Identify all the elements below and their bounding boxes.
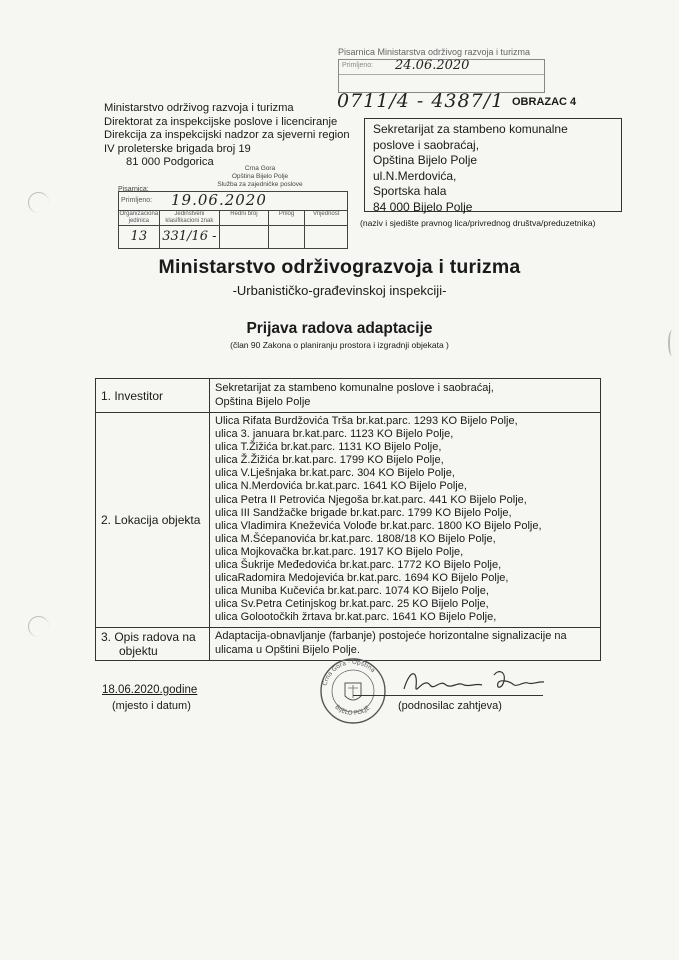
stamp-value: 13 bbox=[119, 226, 160, 248]
row-label bbox=[96, 627, 210, 660]
table-row bbox=[96, 413, 601, 628]
date-caption: (mjesto i datum) bbox=[112, 700, 191, 712]
stamp-received-label: Primljeno: bbox=[342, 62, 374, 69]
application-table bbox=[95, 378, 601, 661]
stamp-received-label: Primljeno: bbox=[121, 197, 153, 204]
recipient-line: 84 000 Bijelo Polje bbox=[373, 199, 473, 214]
recipient-box bbox=[364, 118, 622, 212]
stamp-received-date: 24.06.2020 bbox=[395, 58, 470, 73]
list-item: ulica M.Šćepanovića br.kat.parc. 1808/18 KO Bijelo Polje, bbox=[215, 532, 496, 545]
punch-hole-mark bbox=[28, 616, 49, 637]
work-description bbox=[210, 627, 601, 660]
description-line: Adaptacija-obnavljanje (farbanje) postojeće horizontalne signalizacije na bbox=[215, 630, 567, 643]
stamp-pisarnica-label: Pisarnica: bbox=[118, 186, 149, 193]
list-item: ulica V.Lješnjaka br.kat.parc. 304 KO Bijelo Polje, bbox=[215, 467, 455, 480]
list-item: ulica T.Žižića br.kat.parc. 1131 KO Bijelo Polje, bbox=[215, 441, 442, 454]
stamp-org-line: Crna Gora bbox=[244, 165, 276, 172]
signature-line bbox=[353, 695, 543, 696]
handwritten-ref-number: 0711/4 - 4387/1 bbox=[337, 90, 505, 112]
sender-line: Ministarstvo održivog razvoja i turizma bbox=[104, 102, 294, 114]
stamp-org-line: Služba za zajedničke poslove bbox=[217, 181, 303, 188]
investor-line: Opština Bijelo Polje bbox=[215, 395, 311, 408]
list-item: Ulica Rifata Burdžovića Trša br.kat.parc. 1293 KO Bijelo Polje, bbox=[215, 415, 518, 427]
svg-text:BIJELO POLJE: BIJELO POLJE bbox=[333, 703, 372, 717]
svg-text:Crna Gora · Opština: Crna Gora · Opština bbox=[321, 658, 377, 687]
description-line: ulicama u Opštini Bijelo Polje. bbox=[215, 643, 360, 656]
location-list bbox=[210, 413, 601, 628]
row-label-line: objektu bbox=[119, 643, 158, 658]
stamp-header: Pisarnica Ministarstva održivog razvoja i turizma bbox=[338, 47, 531, 57]
stamp-col-header: Prilog bbox=[269, 211, 306, 225]
list-item: ulica Sv.Petra Cetinjskog br.kat.parc. 25 KO Bijelo Polje, bbox=[215, 598, 489, 611]
list-item: ulicaRadomira Medojevića br.kat.parc. 1694 KO Bijelo Polje, bbox=[215, 572, 509, 585]
sender-line: 81 000 Podgorica bbox=[126, 156, 214, 169]
stamp-col-header: Organizaciona jedinica bbox=[119, 211, 159, 224]
sender-line: Direktorat za inspekcijske poslove i licenciranje bbox=[104, 115, 338, 128]
list-item: ulica 3. januara br.kat.parc. 1123 KO Bijelo Polje, bbox=[215, 428, 454, 441]
row-label-line: 3. Opis radova na bbox=[101, 629, 196, 644]
investor-line: Sekretarijat za stambeno komunalne poslove i saobraćaj, bbox=[215, 382, 494, 395]
list-item: ulica Muniba Kučevića br.kat.parc. 1074 KO Bijelo Polje, bbox=[215, 585, 489, 598]
list-item: ulica Vladimira Kneževića Volođe br.kat.parc. 1800 KO Bijelo Polje, bbox=[215, 519, 542, 532]
date-place: 18.06.2020.godine bbox=[102, 684, 198, 696]
table-row bbox=[96, 379, 601, 413]
ministry-received-stamp bbox=[338, 47, 543, 93]
sender-line: IV proleterske brigada broj 19 bbox=[104, 142, 251, 155]
stamp-col-header: Vrijednost bbox=[312, 211, 340, 217]
stamp-received-date: 19.06.2020 bbox=[171, 191, 267, 209]
form-code: OBRAZAC 4 bbox=[512, 96, 577, 108]
recipient-line: Sportska hala bbox=[373, 184, 447, 198]
row-label: 2. Lokacija objekta bbox=[96, 413, 210, 628]
stamp-col-header: Jedinstveni klasifikacioni znak bbox=[160, 211, 220, 225]
list-item: ulica Petra II Petrovića Njegoša br.kat.parc. 441 KO Bijelo Polje, bbox=[215, 493, 527, 506]
recipient-line: ul.N.Merdovića, bbox=[373, 168, 457, 183]
document-subtitle: -Urbanističko-građevinskoj inspekciji- bbox=[232, 283, 447, 298]
row-label: 1. Investitor bbox=[96, 379, 210, 413]
investor-value bbox=[210, 379, 601, 413]
municipality-seal bbox=[318, 656, 388, 726]
list-item: ulica Ž.Žižića br.kat.parc. 1799 KO Bijelo Polje, bbox=[215, 454, 444, 467]
list-item: ulica III Sandžačke brigade br.kat.parc. 1799 KO Bijelo Polje, bbox=[215, 506, 512, 519]
recipient-line: Sekretarijat za stambeno komunalne bbox=[373, 122, 568, 136]
document-title: Ministarstvo održivograzvoja i turizma bbox=[158, 256, 521, 278]
stamp-value: 331/16 - bbox=[160, 226, 220, 248]
recipient-line: poslove i saobraćaj, bbox=[373, 137, 480, 152]
list-item: ulica Mojkovačka br.kat.parc. 1917 KO Bijelo Polje, bbox=[215, 545, 464, 558]
law-reference: (član 90 Zakona o planiranju prostora i izgradnji objekata ) bbox=[230, 340, 449, 350]
punch-hole-mark bbox=[28, 192, 49, 213]
recipient-note: (naziv i sjedište pravnog lica/privrednog društva/preduzetnika) bbox=[360, 218, 596, 228]
recipient-line: Opština Bijelo Polje bbox=[373, 153, 478, 167]
list-item: ulica N.Merdovića br.kat.parc. 1641 KO Bijelo Polje, bbox=[215, 480, 467, 493]
signature-caption: (podnosilac zahtjeva) bbox=[398, 700, 502, 712]
stamp-col-header: Redni broj bbox=[220, 211, 269, 225]
sender-line: Direkcija za inspekcijski nadzor za sjeverni region bbox=[104, 129, 350, 142]
stamp-org bbox=[200, 165, 320, 189]
list-item: ulica Golootočkih žrtava br.kat.parc. 1641 KO Bijelo Polje, bbox=[215, 611, 497, 624]
list-item: ulica Šukrije Međedovića br.kat.parc. 1772 KO Bijelo Polje, bbox=[215, 559, 502, 572]
form-title: Prijava radova adaptacije bbox=[246, 320, 433, 337]
stamp-org-line: Opština Bijelo Polje bbox=[231, 173, 289, 180]
sender-address bbox=[104, 102, 350, 170]
